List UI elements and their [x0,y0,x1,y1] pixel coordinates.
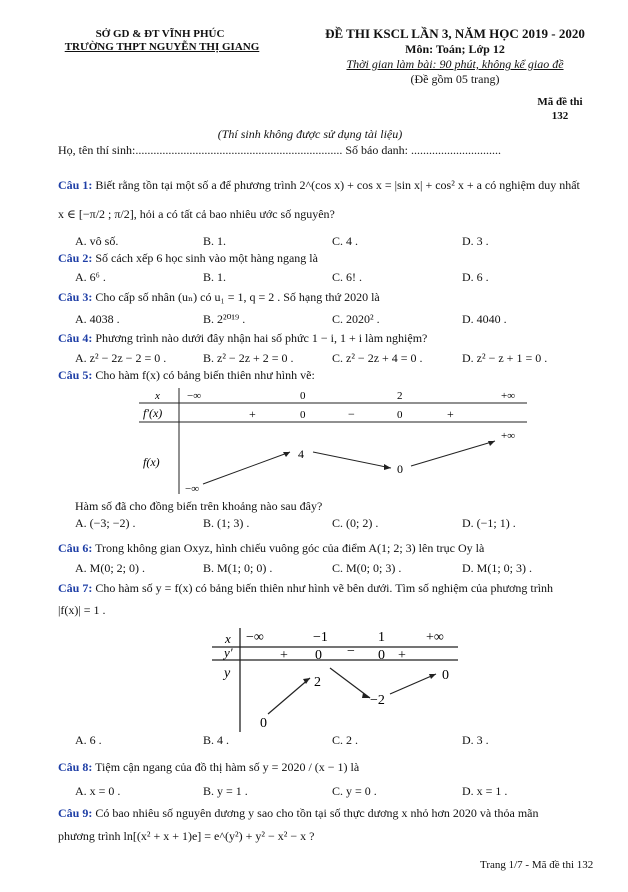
q3-option-c[interactable]: C. 2020² . [332,312,380,326]
q2-option-b[interactable]: B. 1. [203,270,227,284]
page-footer: Trang 1/7 - Mã đề thi 132 [480,859,594,871]
q7-yp-label: y′ [224,645,233,660]
q5-option-c[interactable]: C. (0; 2) . [332,516,379,530]
q5-option-a[interactable]: A. (−3; −2) . [75,516,136,530]
q7-y-0-right: 0 [442,668,449,683]
q1-text-a: Biết rằng tồn tại một số a để phương trình 2^(cos x) + cos x = |sin x| + cos² x + a có nghiệm duy nhất [95,178,580,192]
q5-variation-table [135,386,530,496]
q7-option-d[interactable]: D. 3 . [462,733,489,747]
q7-y-label: y [224,666,231,681]
q7-arrow-up-1 [268,678,310,714]
q9-row-a [58,806,539,821]
q7-sign-5: + [398,648,406,663]
duration: Thời gian làm bài: 90 phút, không kể giao đề [346,57,564,71]
q5-f-pos-inf: +∞ [501,430,516,442]
exam-title: ĐỀ THI KSCL LẦN 3, NĂM HỌC 2019 - 2020 [325,26,585,41]
q3-option-b[interactable]: B. 2²⁰¹⁹ . [203,312,246,326]
candidate-line: Họ, tên thí sinh:..................................................................... Số báo danh: .............................. [58,143,501,157]
q6-option-c[interactable]: C. M(0; 0; 3) . [332,561,402,575]
q6-label: Câu 6: [58,541,93,555]
q7-x-neg1: −1 [313,630,328,645]
q9-text-b: phương trình ln[(x² + x + 1)e] = e^(y²) + y² − x² − x ? [58,829,315,843]
q5-arrow-up-2 [411,441,495,466]
no-docs-note: (Thí sinh không được sử dụng tài liệu) [217,127,403,141]
q4-text: Phương trình nào dưới đây nhận hai số phức 1 − i, 1 + i làm nghiệm? [95,331,428,345]
q7-text-a: Cho hàm số y = f(x) có bảng biến thiên như hình vẽ bên dưới. Tìm số nghiệm của phương trình [95,581,554,595]
q3-text: Cho cấp số nhân (uₙ) có u₁ = 1, q = 2 . Số hạng thứ 2020 là [95,290,380,304]
q7-x-neg-inf: −∞ [246,630,264,645]
q5-label: Câu 5: [58,368,93,382]
q1-option-d[interactable]: D. 3 . [462,234,489,248]
q3-option-d[interactable]: D. 4040 . [462,312,507,326]
pages-note: (Đề gồm 05 trang) [410,72,500,86]
q7-y-0-left: 0 [260,716,267,731]
q5-f-0: 0 [397,462,403,476]
q6-row [58,541,484,556]
q5-text: Cho hàm f(x) có bảng biến thiên như hình vẽ: [95,368,315,382]
q1-label: Câu 1: [58,178,93,192]
q1-option-b[interactable]: B. 1. [203,234,227,248]
q2-label: Câu 2: [58,251,93,265]
q7-sign-3: − [347,644,355,659]
q7-arrow-up-2 [390,674,436,694]
q5-sign-4: 0 [397,409,403,421]
q5-x-label: x [155,390,160,402]
exam-code-label: Mã đề thi [537,96,583,108]
q4-option-b[interactable]: B. z² − 2z + 2 = 0 . [203,351,294,365]
q9-label: Câu 9: [58,806,93,820]
q2-option-c[interactable]: C. 6! . [332,270,362,284]
q4-option-c[interactable]: C. z² − 2z + 4 = 0 . [332,351,423,365]
dept-name: SỞ GD & ĐT VĨNH PHÚC [95,28,225,40]
q7-label: Câu 7: [58,581,93,595]
q2-text: Số cách xếp 6 học sinh vào một hàng ngang là [95,251,318,265]
q7-y-neg2: −2 [370,693,385,708]
q7-row-a [58,581,553,596]
q1-option-c[interactable]: C. 4 . [332,234,359,248]
q5-x-neg-inf: −∞ [187,390,202,402]
q5-row [58,368,315,383]
q6-option-a[interactable]: A. M(0; 2; 0) . [75,561,145,575]
q8-option-b[interactable]: B. y = 1 . [203,784,248,798]
q5-sign-1: + [249,407,256,421]
q5-x-2: 2 [397,390,403,402]
q8-label: Câu 8: [58,760,93,774]
school-name: TRƯỜNG THPT NGUYỄN THỊ GIANG [64,41,260,53]
q7-x-1: 1 [378,630,385,645]
q5-prompt: Hàm số đã cho đồng biến trên khoảng nào sau đây? [75,499,323,513]
q5-sign-2: 0 [300,409,306,421]
q5-fp-label: f′(x) [143,406,163,420]
q8-option-d[interactable]: D. x = 1 . [462,784,508,798]
q3-label: Câu 3: [58,290,93,304]
q6-text: Trong không gian Oxyz, hình chiếu vuông góc của điểm A(1; 2; 3) lên trục Oy là [95,541,485,555]
q5-arrow-up-1 [203,452,290,484]
q4-row [58,331,427,346]
q2-row [58,251,318,266]
q5-sign-5: + [447,407,454,421]
q7-sign-4: 0 [378,648,385,663]
q6-option-b[interactable]: B. M(1; 0; 0) . [203,561,273,575]
subject: Môn: Toán; Lớp 12 [405,42,505,56]
q7-y-2: 2 [314,675,321,690]
q7-sign-2: 0 [315,648,322,663]
q3-row [58,290,380,305]
q1-text-b: x ∈ [−π/2 ; π/2], hỏi a có tất cả bao nhiêu ước số nguyên? [58,207,335,221]
q8-row [58,760,359,775]
q1-row-a [58,178,580,193]
q7-text-b: |f(x)| = 1 . [58,603,106,617]
q4-option-d[interactable]: D. z² − z + 1 = 0 . [462,351,548,365]
q5-option-b[interactable]: B. (1; 3) . [203,516,250,530]
q4-option-a[interactable]: A. z² − 2z − 2 = 0 . [75,351,167,365]
q5-f-label: f(x) [143,455,160,469]
q9-text-a: Có bao nhiêu số nguyên dương y sao cho tồn tại số thực dương x nhỏ hơn 2020 và thỏa mãn [95,806,539,820]
q7-x-pos-inf: +∞ [426,630,444,645]
q2-option-d[interactable]: D. 6 . [462,270,489,284]
q5-f-4: 4 [298,447,304,461]
q6-option-d[interactable]: D. M(1; 0; 3) . [462,561,532,575]
q4-label: Câu 4: [58,331,93,345]
q8-option-a[interactable]: A. x = 0 . [75,784,121,798]
exam-code-value: 132 [551,110,569,122]
q5-option-d[interactable]: D. (−1; 1) . [462,516,516,530]
q5-f-neg-inf: −∞ [185,483,200,495]
q7-variation-table [210,624,470,734]
q1-option-a[interactable]: A. vô số. [75,234,119,248]
q8-option-c[interactable]: C. y = 0 . [332,784,377,798]
q7-sign-1: + [280,648,288,663]
q2-option-a[interactable]: A. 6⁶ . [75,270,106,284]
q3-option-a[interactable]: A. 4038 . [75,312,120,326]
q5-sign-3: − [348,407,355,421]
q7-arrow-down [330,668,370,698]
q5-x-pos-inf: +∞ [501,390,516,402]
q8-text: Tiệm cận ngang của đồ thị hàm số y = 2020 / (x − 1) là [95,760,360,774]
q7-option-a[interactable]: A. 6 . [75,733,102,747]
q7-option-b[interactable]: B. 4 . [203,733,230,747]
q7-x-label: x [225,631,231,646]
q5-x-0: 0 [300,390,306,402]
q5-arrow-down [313,452,391,468]
q7-option-c[interactable]: C. 2 . [332,733,359,747]
